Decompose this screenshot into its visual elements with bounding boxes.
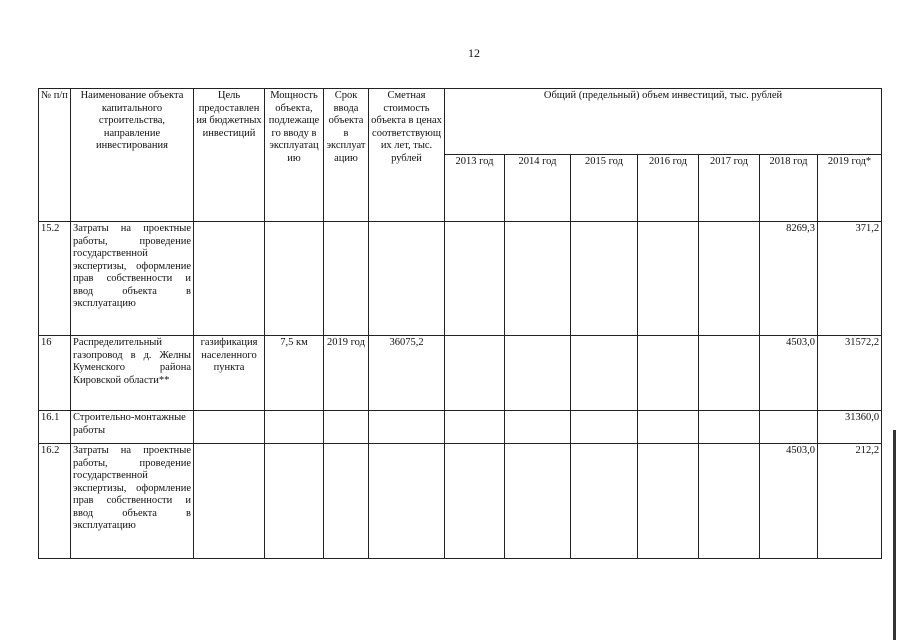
header-year: 2017 год	[699, 155, 760, 222]
row-goal	[194, 222, 265, 336]
row-name: Затраты на проектные работы, проведение государственной экспертизы, оформление прав собственности и ввод объекта в эксплуатацию	[71, 222, 194, 336]
row-year-value	[445, 444, 505, 559]
table-row	[39, 444, 882, 559]
row-year-value	[699, 222, 760, 336]
row-no: 16.2	[39, 444, 71, 559]
header-year: 2019 год*	[818, 155, 882, 222]
row-year-value	[571, 222, 638, 336]
row-capacity: 7,5 км	[265, 336, 324, 411]
header-goal: Цель предоставления бюджетных инвестиций	[194, 89, 265, 222]
header-year: 2014 год	[505, 155, 571, 222]
row-year-value: 4503,0	[760, 444, 818, 559]
row-year-value	[571, 411, 638, 444]
row-name: Строительно-монтажные работы	[71, 411, 194, 444]
row-year-value: 212,2	[818, 444, 882, 559]
table-row	[39, 336, 882, 411]
row-year-value: 8269,3	[760, 222, 818, 336]
header-name: Наименование объекта капитального строительства, направление инвестирования	[71, 89, 194, 222]
investment-table	[38, 88, 882, 559]
row-year-value	[445, 336, 505, 411]
row-year-value	[505, 411, 571, 444]
row-year-value	[699, 411, 760, 444]
row-name: Распределительный газопровод в д. Желны Куменского района Кировской области**	[71, 336, 194, 411]
header-year: 2018 год	[760, 155, 818, 222]
table-row	[39, 222, 882, 336]
row-goal	[194, 411, 265, 444]
row-term	[324, 411, 369, 444]
row-goal: газификация населенного пункта	[194, 336, 265, 411]
row-year-value: 4503,0	[760, 336, 818, 411]
row-year-value: 31572,2	[818, 336, 882, 411]
row-year-value: 31360,0	[818, 411, 882, 444]
row-estimate: 36075,2	[369, 336, 445, 411]
page-number: 12	[468, 46, 480, 60]
row-term	[324, 222, 369, 336]
header-term: Срок ввода объекта в эксплуатацию	[324, 89, 369, 222]
row-name: Затраты на проектные работы, проведение государственной экспертизы, оформление прав собственности и ввод объекта в эксплуатацию	[71, 444, 194, 559]
row-year-value	[445, 411, 505, 444]
scan-edge-mark	[893, 430, 896, 640]
header-total: Общий (предельный) объем инвестиций, тыс. рублей	[445, 89, 882, 155]
row-year-value	[699, 336, 760, 411]
row-estimate	[369, 411, 445, 444]
table-row	[39, 411, 882, 444]
row-year-value: 371,2	[818, 222, 882, 336]
row-term	[324, 444, 369, 559]
row-year-value	[445, 222, 505, 336]
row-estimate	[369, 222, 445, 336]
row-year-value	[638, 222, 699, 336]
row-year-value	[505, 336, 571, 411]
row-no: 16	[39, 336, 71, 411]
row-year-value	[699, 444, 760, 559]
header-year: 2015 год	[571, 155, 638, 222]
row-year-value	[505, 222, 571, 336]
header-year: 2016 год	[638, 155, 699, 222]
row-estimate	[369, 444, 445, 559]
row-year-value	[505, 444, 571, 559]
row-year-value	[638, 444, 699, 559]
row-year-value	[571, 444, 638, 559]
row-year-value	[638, 411, 699, 444]
header-no: № п/п	[39, 89, 71, 222]
row-no: 16.1	[39, 411, 71, 444]
row-capacity	[265, 222, 324, 336]
header-row-1	[39, 89, 882, 155]
row-term: 2019 год	[324, 336, 369, 411]
row-year-value	[638, 336, 699, 411]
row-capacity	[265, 411, 324, 444]
row-no: 15.2	[39, 222, 71, 336]
header-year: 2013 год	[445, 155, 505, 222]
row-year-value	[571, 336, 638, 411]
header-capacity: Мощность объекта, подлежащего вводу в эксплуатацию	[265, 89, 324, 222]
header-estimate: Сметная стоимость объекта в ценах соответствующих лет, тыс. рублей	[369, 89, 445, 222]
row-goal	[194, 444, 265, 559]
row-capacity	[265, 444, 324, 559]
row-year-value	[760, 411, 818, 444]
